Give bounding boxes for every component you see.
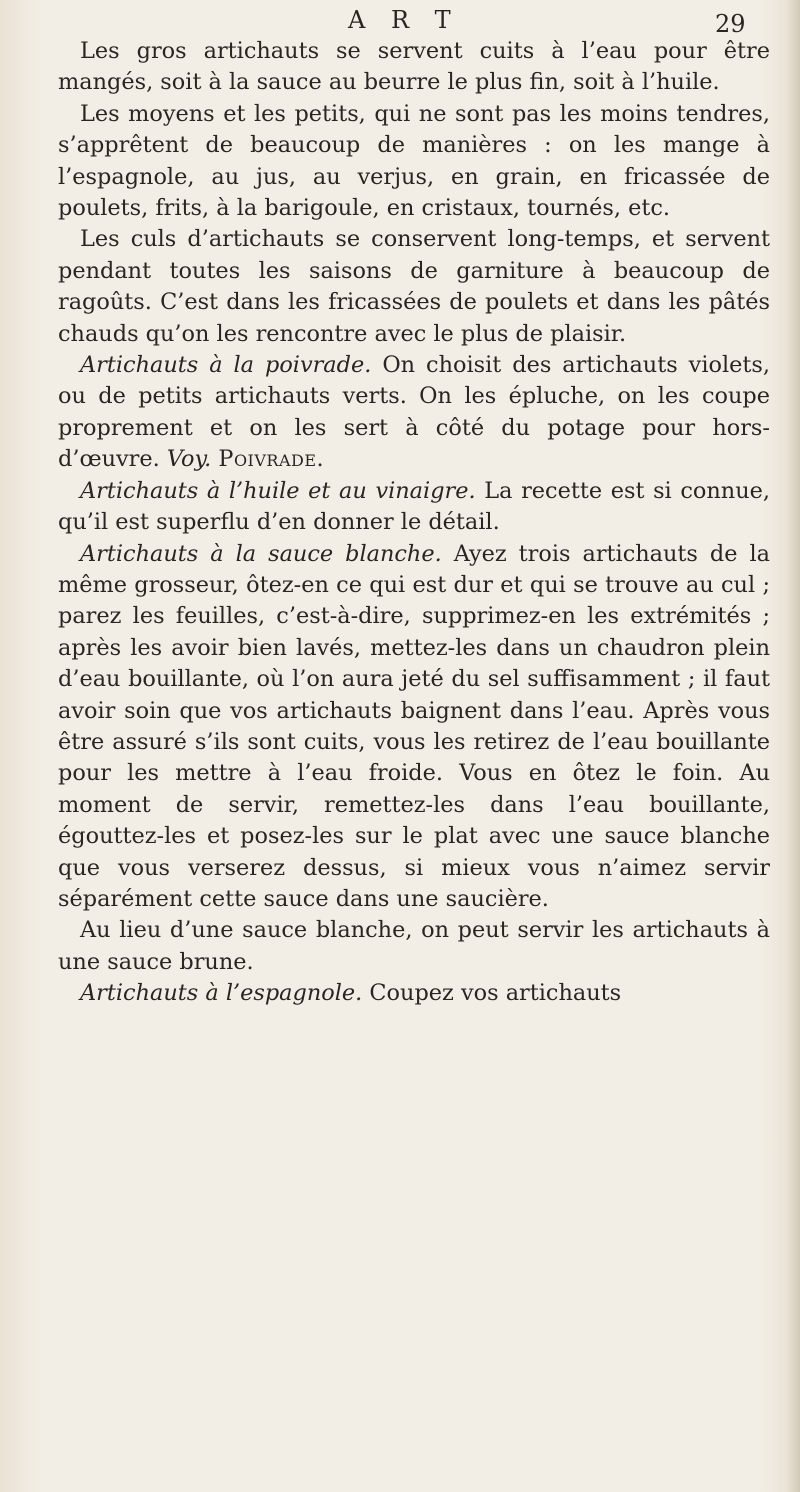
entry-sauce-blanche <box>58 539 770 916</box>
page-header <box>0 6 800 36</box>
entry-text: On choisit des artichauts violets, ou de petits artichauts verts. On les épluche, on les coupe proprement et on les sert à côté du potage pour hors-d’œuvre. <box>58 352 770 473</box>
entry-text: Coupez vos artichauts <box>362 980 622 1007</box>
cross-reference-label: Voy. <box>166 446 212 473</box>
paragraph-sauce-brune <box>58 915 770 978</box>
entry-heading: Artichauts à la sauce blanche. <box>80 540 442 567</box>
paragraph-text: Les gros artichauts se servent cuits à l’eau pour être mangés, soit à la sauce au beurre le plus fin, soit à l’huile. <box>58 38 770 96</box>
entry-huile-vinaigre <box>58 476 770 539</box>
entry-heading: Artichauts à l’espagnole. <box>80 980 363 1007</box>
entry-heading: Artichauts à l’huile et au vinaigre. <box>80 477 476 504</box>
page-edge-shadow <box>786 0 800 1492</box>
entry-poivrade <box>58 350 770 476</box>
running-head: A R T <box>348 6 460 34</box>
paragraph-text: Les culs d’artichauts se conservent long-temps, et servent pendant toutes les saisons de garniture à beaucoup de ragoûts. C’est dans les fricassées de poulets et dans les pâtés chauds qu’on les rencontre avec le plus de plaisir. <box>58 226 770 347</box>
entry-heading: Artichauts à la poivrade. <box>80 352 372 379</box>
page-number: 29 <box>715 10 746 38</box>
entry-espagnole <box>58 978 770 1009</box>
entry-text: Ayez trois artichauts de la même grosseur, ôtez-en ce qui est dur et qui se trouve au cul ; parez les feuilles, c’est-à-dire, supprimez-en les extrémités ; après les avoir bien lavés, mettez-les dans un chaudron plein d’eau bouillante, où l’on aura jeté du sel suffisamment ; il faut avoir soin que vos artichauts baignent dans l’eau. Après vous être assuré s’ils sont cuits, vous les retirez de l’eau bouillante pour les mettre à l’eau froide. Vous en ôtez le foin. Au moment de servir, remettez-les dans l’eau bouillante, égouttez-les et posez-les sur le plat avec une sauce blanche que vous verserez dessus, si mieux vous n’aimez servir séparément cette sauce dans une saucière. <box>58 540 770 912</box>
paragraph-moyens-petits <box>58 99 770 225</box>
cross-reference-target: Poivrade. <box>218 446 325 473</box>
paragraph-text: Au lieu d’une sauce blanche, on peut servir les artichauts à une sauce brune. <box>58 917 770 975</box>
body-text <box>58 36 770 1010</box>
paragraph-text: Les moyens et les petits, qui ne sont pas les moins tendres, s’apprêtent de beaucoup de manières : on les mange à l’espagnole, au jus, au verjus, en grain, en fricassée de poulets, frits, à la barigoule, en cristaux, tournés, etc. <box>58 100 770 222</box>
paragraph-gros-artichauts <box>58 36 770 99</box>
paragraph-culs-artichauts <box>58 224 770 350</box>
entry-text: La recette est si connue, qu’il est superflu d’en donner le détail. <box>58 477 771 536</box>
